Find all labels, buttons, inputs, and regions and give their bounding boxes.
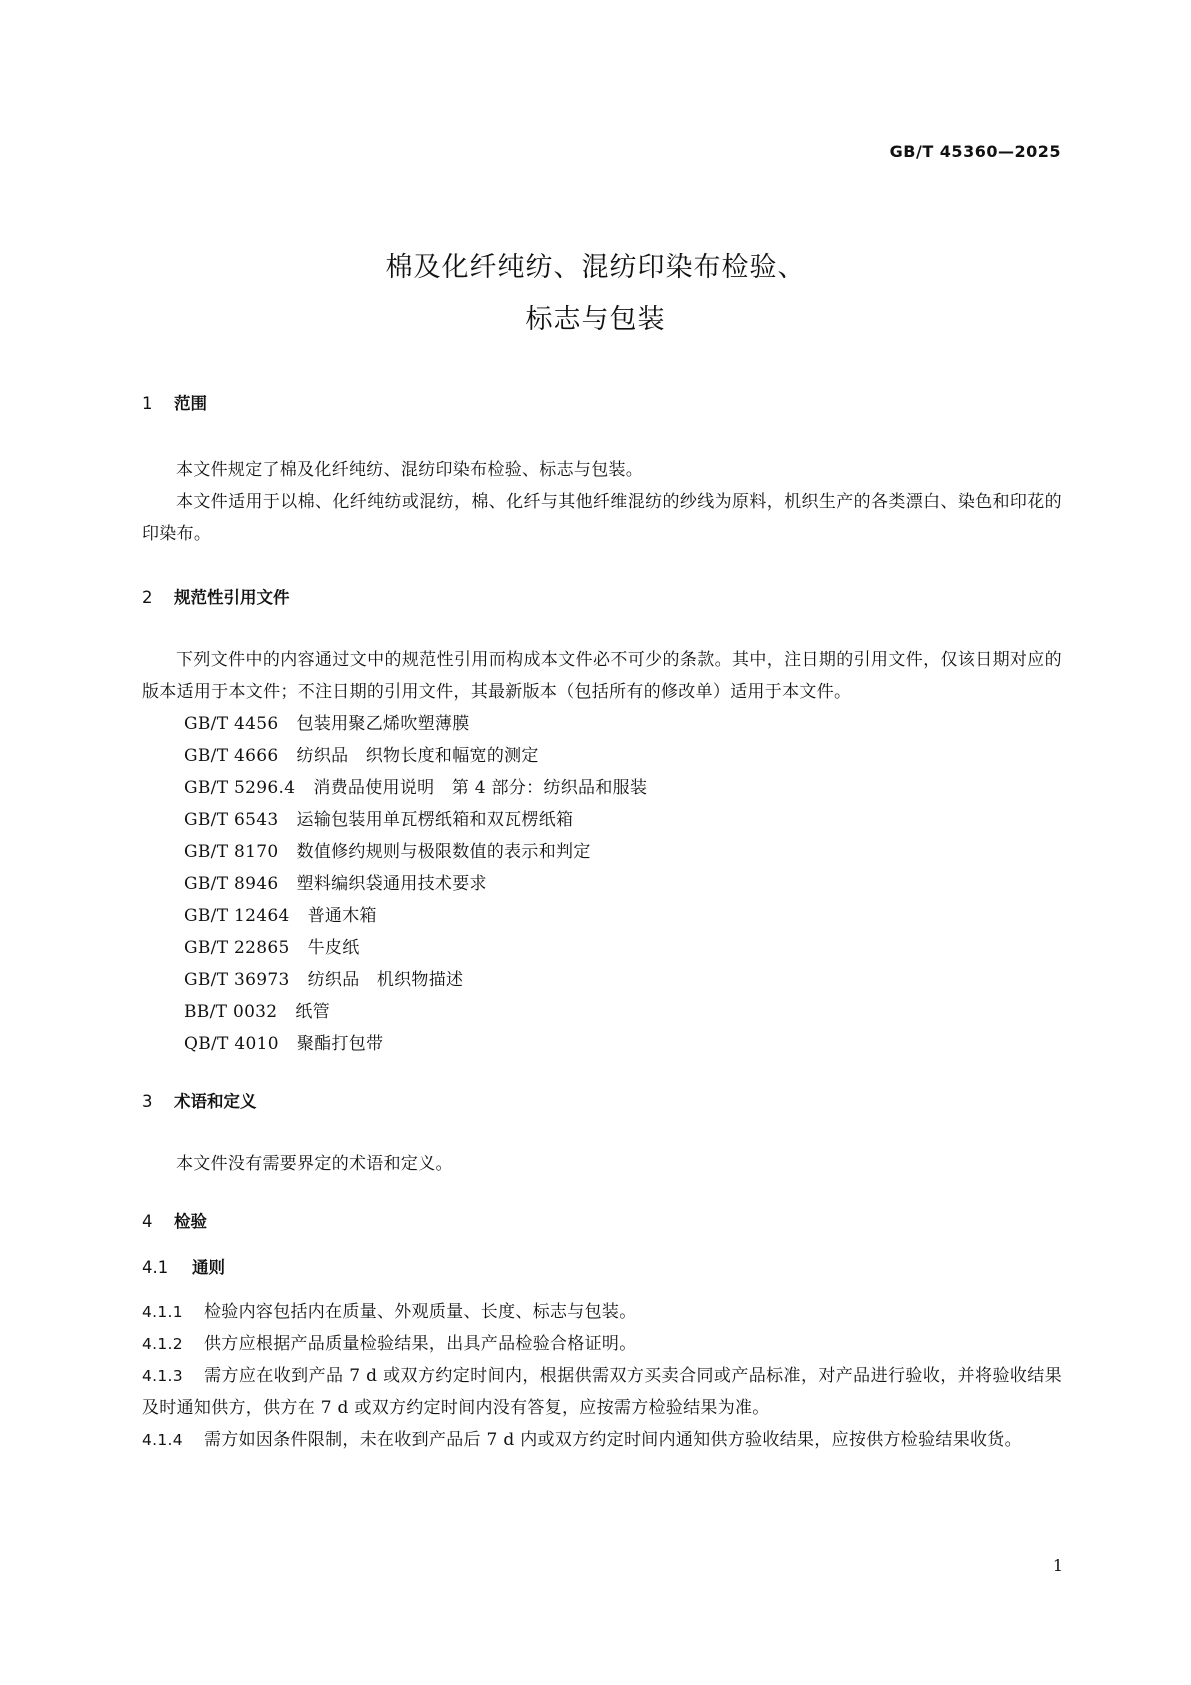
reference-code: QB/T 4010 [184, 1034, 279, 1054]
title-line-1: 棉及化纤纯纺、混纺印染布检验、 [385, 252, 806, 283]
reference-item [184, 772, 1062, 804]
section-number: 3 [142, 1092, 153, 1111]
reference-item [184, 708, 1062, 740]
section-4-heading [142, 1210, 1062, 1234]
reference-code: GB/T 12464 [184, 906, 290, 926]
references-intro: 下列文件中的内容通过文中的规范性引用而构成本文件必不可少的条款。其中，注日期的引用文件，仅该日期对应的版本适用于本文件；不注日期的引用文件，其最新版本（包括所有的修改单）适用于本文件。 [142, 650, 1062, 702]
reference-title: 数值修约规则与极限数值的表示和判定 [296, 842, 591, 862]
section-title: 规范性引用文件 [174, 588, 290, 607]
clause-text: 需方应在收到产品 7 d 或双方约定时间内，根据供需双方买卖合同或产品标准，对产品进行验收，并将验收结果及时通知供方，供方在 7 d 或双方约定时间内没有答复，应按需方检验结果为准。 [142, 1366, 1062, 1418]
clause-number: 4.1.3 [142, 1367, 183, 1385]
clause [142, 1296, 1062, 1328]
document-title [0, 242, 1191, 346]
section-number: 4 [142, 1212, 153, 1231]
clause-number: 4.1.2 [142, 1335, 183, 1353]
title-line-2: 标志与包装 [525, 304, 666, 335]
reference-title: 纺织品 织物长度和幅宽的测定 [296, 746, 539, 766]
reference-code: GB/T 5296.4 [184, 778, 296, 798]
clause-text: 检验内容包括内在质量、外观质量、长度、标志与包装。 [204, 1302, 637, 1322]
clause [142, 1360, 1062, 1424]
section-1-heading [142, 392, 1062, 416]
clause-text: 需方如因条件限制，未在收到产品后 7 d 内或双方约定时间内通知供方验收结果，应按供方检验结果收货。 [204, 1430, 1022, 1450]
reference-item [184, 836, 1062, 868]
reference-title: 纺织品 机织物描述 [307, 970, 464, 990]
subsection-title: 通则 [192, 1258, 225, 1277]
scope-paragraph-2: 本文件适用于以棉、化纤纯纺或混纺，棉、化纤与其他纤维混纺的纱线为原料，机织生产的各类漂白、染色和印花的印染布。 [142, 492, 1062, 544]
reference-code: GB/T 4666 [184, 746, 279, 766]
section-number: 2 [142, 588, 153, 607]
reference-item [184, 804, 1062, 836]
reference-list [184, 708, 1062, 1060]
page-number: 1 [1052, 1556, 1063, 1575]
section-title: 检验 [174, 1212, 207, 1231]
reference-title: 聚酯打包带 [296, 1034, 384, 1054]
subsection-number: 4.1 [142, 1258, 169, 1277]
clause [142, 1328, 1062, 1360]
reference-title: 消费品使用说明 第 4 部分：纺织品和服装 [313, 778, 648, 798]
reference-item [184, 740, 1062, 772]
scope-paragraph-1: 本文件规定了棉及化纤纯纺、混纺印染布检验、标志与包装。 [176, 460, 644, 480]
reference-item [184, 932, 1062, 964]
clause-text: 供方应根据产品质量检验结果，出具产品检验合格证明。 [204, 1334, 637, 1354]
section-title: 范围 [174, 394, 207, 413]
reference-code: GB/T 22865 [184, 938, 290, 958]
reference-code: GB/T 8170 [184, 842, 279, 862]
subsection-4-1-heading [142, 1256, 1062, 1280]
clause [142, 1424, 1062, 1456]
reference-code: GB/T 36973 [184, 970, 290, 990]
reference-title: 纸管 [295, 1002, 331, 1022]
section-2-heading [142, 586, 1062, 610]
clause-number: 4.1.1 [142, 1303, 183, 1321]
reference-item [184, 900, 1062, 932]
reference-item [184, 964, 1062, 996]
reference-item [184, 996, 1062, 1028]
section-title: 术语和定义 [174, 1092, 257, 1111]
reference-item [184, 868, 1062, 900]
clause-number: 4.1.4 [142, 1431, 183, 1449]
reference-item [184, 1028, 1062, 1060]
reference-title: 塑料编织袋通用技术要求 [296, 874, 487, 894]
reference-code: GB/T 6543 [184, 810, 279, 830]
document-body [142, 392, 1062, 1456]
reference-code: GB/T 4456 [184, 714, 279, 734]
terms-paragraph: 本文件没有需要界定的术语和定义。 [176, 1154, 453, 1174]
section-3-heading [142, 1090, 1062, 1114]
reference-title: 包装用聚乙烯吹塑薄膜 [296, 714, 470, 734]
reference-code: GB/T 8946 [184, 874, 279, 894]
section-number: 1 [142, 394, 153, 413]
reference-title: 运输包装用单瓦楞纸箱和双瓦楞纸箱 [296, 810, 574, 830]
reference-code: BB/T 0032 [184, 1002, 278, 1022]
standard-code: GB/T 45360—2025 [889, 142, 1061, 161]
reference-title: 普通木箱 [307, 906, 377, 926]
reference-title: 牛皮纸 [307, 938, 360, 958]
